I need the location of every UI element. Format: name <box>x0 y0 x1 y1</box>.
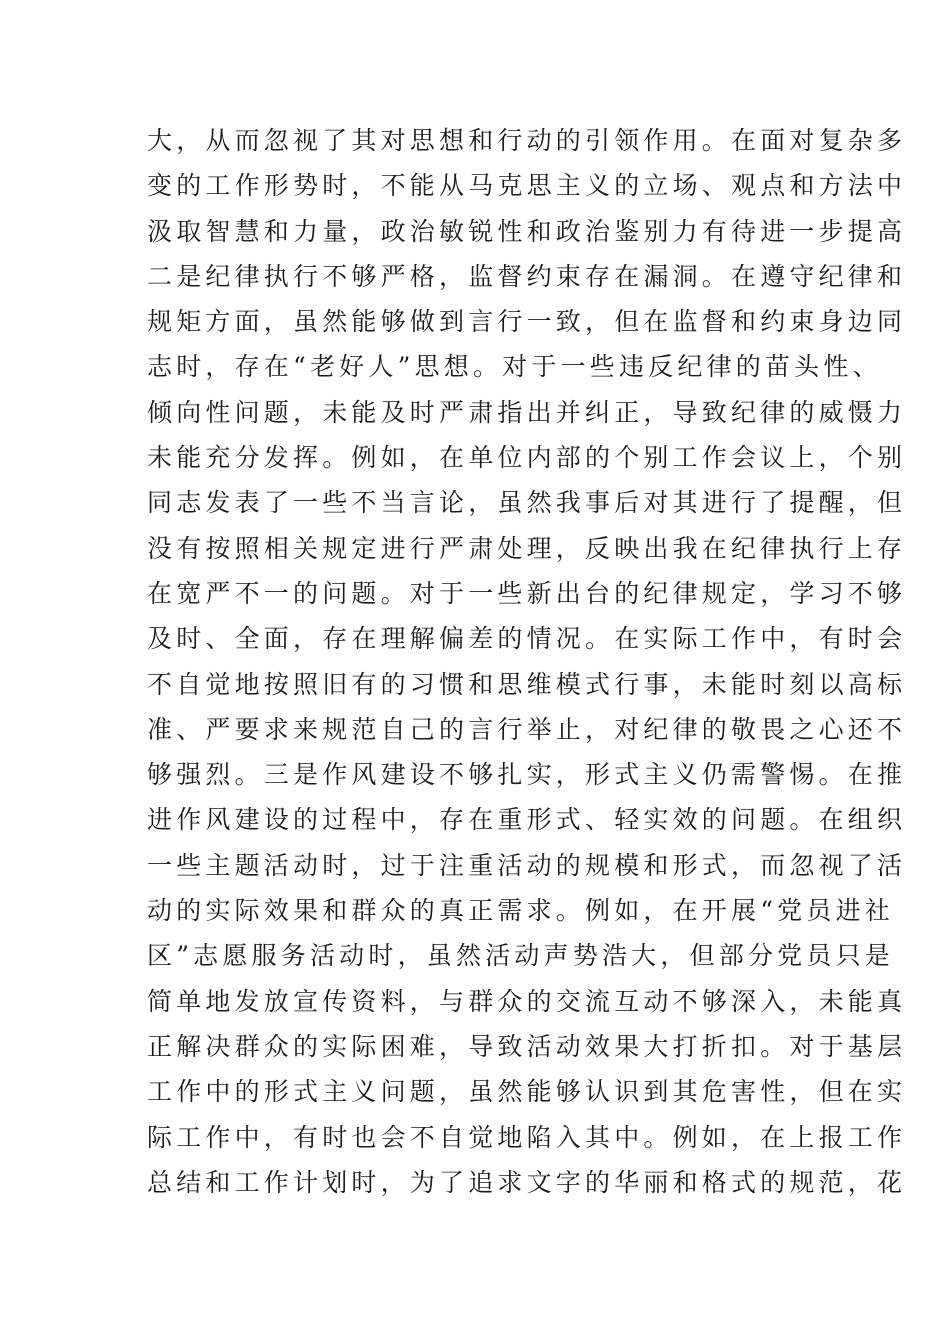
text-line: 不自觉地按照旧有的习惯和思维模式行事，未能时刻以高标 <box>147 669 907 699</box>
text-line: 未能充分发挥。例如，在单位内部的个别工作会议上，个别 <box>147 443 907 473</box>
text-line: 际工作中，有时也会不自觉地陷入其中。例如，在上报工作 <box>147 1122 907 1152</box>
text-line: 正解决群众的实际困难，导致活动效果大打折扣。对于基层 <box>147 1031 907 1061</box>
text-line: 区”志愿服务活动时，虽然活动声势浩大，但部分党员只是 <box>147 941 894 971</box>
text-line: 一些主题活动时，过于注重活动的规模和形式，而忽视了活 <box>147 850 907 880</box>
text-line: 工作中的形式主义问题，虽然能够认识到其危害性，但在实 <box>147 1077 907 1107</box>
text-line: 够强烈。三是作风建设不够扎实，形式主义仍需警惕。在推 <box>147 760 907 790</box>
text-line: 总结和工作计划时，为了追求文字的华丽和格式的规范，花 <box>147 1167 907 1197</box>
text-line: 简单地发放宣传资料，与群众的交流互动不够深入，未能真 <box>147 986 907 1016</box>
text-line: 进作风建设的过程中，存在重形式、轻实效的问题。在组织 <box>147 805 907 835</box>
text-line: 倾向性问题，未能及时严肃指出并纠正，导致纪律的威慑力 <box>147 397 907 427</box>
text-line: 二是纪律执行不够严格，监督约束存在漏洞。在遵守纪律和 <box>147 261 907 291</box>
text-line: 没有按照相关规定进行严肃处理，反映出我在纪律执行上存 <box>147 533 907 563</box>
text-line: 规矩方面，虽然能够做到言行一致，但在监督和约束身边同 <box>147 307 907 337</box>
text-line: 汲取智慧和力量，政治敏锐性和政治鉴别力有待进一步提高 <box>147 216 907 246</box>
text-line: 变的工作形势时，不能从马克思主义的立场、观点和方法中 <box>147 171 907 201</box>
text-line: 同志发表了一些不当言论，虽然我事后对其进行了提醒，但 <box>147 488 907 518</box>
text-line: 动的实际效果和群众的真正需求。例如，在开展“党员进社 <box>147 896 894 926</box>
body-text <box>147 118 907 1205</box>
text-line: 准、严要求来规范自己的言行举止，对纪律的敬畏之心还不 <box>147 714 907 744</box>
text-line: 在宽严不一的问题。对于一些新出台的纪律规定，学习不够 <box>147 578 907 608</box>
text-line: 志时，存在“老好人”思想。对于一些违反纪律的苗头性、 <box>147 352 882 382</box>
text-line: 及时、全面，存在理解偏差的情况。在实际工作中，有时会 <box>147 624 907 654</box>
text-line: 大，从而忽视了其对思想和行动的引领作用。在面对复杂多 <box>147 126 907 155</box>
